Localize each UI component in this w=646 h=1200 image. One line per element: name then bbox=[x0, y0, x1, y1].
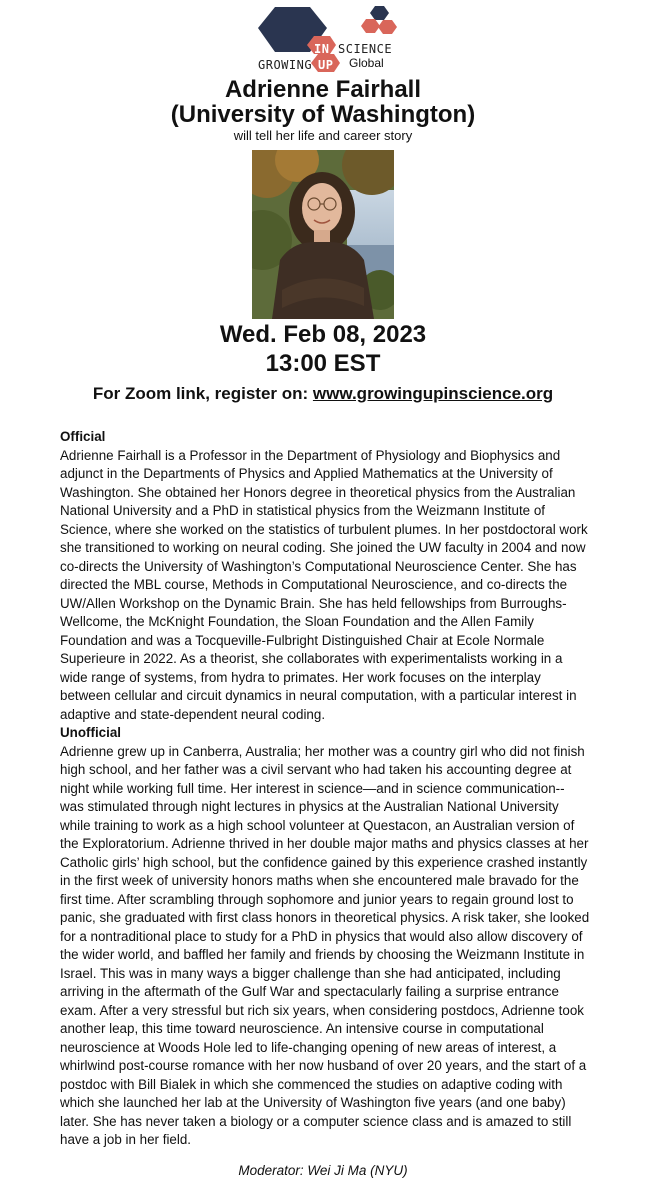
logo-hex-small-3 bbox=[378, 20, 397, 34]
event-time: 13:00 EST bbox=[265, 350, 381, 377]
speaker-affiliation: (University of Washington) bbox=[170, 101, 476, 128]
unofficial-bio-text: Adrienne grew up in Canberra, Australia; her mother was a country girl who did not finish high school, and her father was a civil servant who had taken his accounting degree at night while working full time. Her interest in science—and in science communication-- was stimulated through night lectures in physics at the Australian National University while training to work as a high school volunteer at Questacon, an Australian version of the Exploratorium. Adrienne thrived in her double major maths and physics classes at her Catholic girls’ high school, but the confidence gained by this experience crashed instantly in the first week of university honors maths when she encountered male bravado for the first time. After scrambling through sophomore and junior years to regain ground lost to panic, she graduated with first class honors in theoretical physics. A risk taker, she looked for a nontraditional place to study for a PhD in physics that would also allow discovery of the wider world, and baffled her family and friends by choosing the Weizmann Institute in Israel. This was in many ways a bigger challenge than she had anticipated, including arriving in the aftermath of the Gulf War and spectacularly failing a surprise entrance exam. After a very stressful but rich six years, when considering postdocs, Adrienne took another leap, this time toward neuroscience. An intensive course in computational neuroscience at Woods Hole led to life-changing opening of new areas of interest, a whirlwind post-course romance with her now husband of over 20 years, and the start of a postdoc with Bill Bialek in which she commenced the studies on adaptive coding with which she launched her lab at the University of Washington five years (and one baby) later. She has never taken a biology or a computer science class and is amazed to still have a job in her field. bbox=[60, 743, 590, 1147]
bio-section bbox=[60, 428, 592, 1150]
official-heading: Official bbox=[60, 429, 106, 444]
moderator-line: Moderator: Wei Ji Ma (NYU) bbox=[238, 1163, 408, 1178]
logo-hex-small-1 bbox=[370, 6, 389, 20]
unofficial-heading: Unofficial bbox=[60, 725, 122, 740]
logo-word-growing: GROWING bbox=[258, 58, 313, 72]
logo-word-science: SCIENCE bbox=[338, 42, 393, 56]
growing-up-in-science-logo bbox=[0, 0, 646, 80]
speaker-name: Adrienne Fairhall bbox=[224, 76, 422, 103]
official-bio-text: Adrienne Fairhall is a Professor in the Department of Physiology and Biophysics and adjunct in the Departments of Physics and Applied Mathematics at the University of Washington. She obtained her Honors degree in theoretical physics from the Australian National University and a PhD in statistical physics from the Weizmann Institute of Science, where she worked on the statistics of turbulent plumes. In her postdoctoral work she transitioned to working on neural coding. She joined the UW faculty in 2004 and now co-directs the University of Washington’s Computational Neuroscience Center. She has directed the MBL course, Methods in Computational Neuroscience, and co-directs the UW/Allen Workshop on the Dynamic Brain. She has held fellowships from Burroughs-Wellcome, the McKnight Foundation, the Sloan Foundation and the Allen Family Foundation and was a Tocqueville-Fulbright Distinguished Chair at Ecole Normale Superieure in 2022. As a theorist, she collaborates with experimentalists working in a wide range of systems, from hydra to primates. Her work focuses on the interplay between cellular and circuit dynamics in neural computation, with a particular interest in adaptive and state-dependent neural coding. bbox=[60, 447, 588, 722]
speaker-photo bbox=[252, 150, 394, 319]
logo-hex-small-2 bbox=[361, 19, 380, 33]
zoom-prefix: For Zoom link, register on: bbox=[92, 384, 313, 403]
speaker-portrait-illustration bbox=[252, 150, 394, 319]
zoom-registration-line bbox=[0, 382, 646, 406]
tagline: will tell her life and career story bbox=[233, 128, 413, 143]
logo-word-up: UP bbox=[318, 58, 334, 72]
logo-word-global: Global bbox=[349, 56, 384, 70]
logo-word-in: IN bbox=[314, 42, 330, 56]
event-date: Wed. Feb 08, 2023 bbox=[219, 321, 427, 348]
registration-link[interactable]: www.growingupinscience.org bbox=[312, 384, 554, 403]
